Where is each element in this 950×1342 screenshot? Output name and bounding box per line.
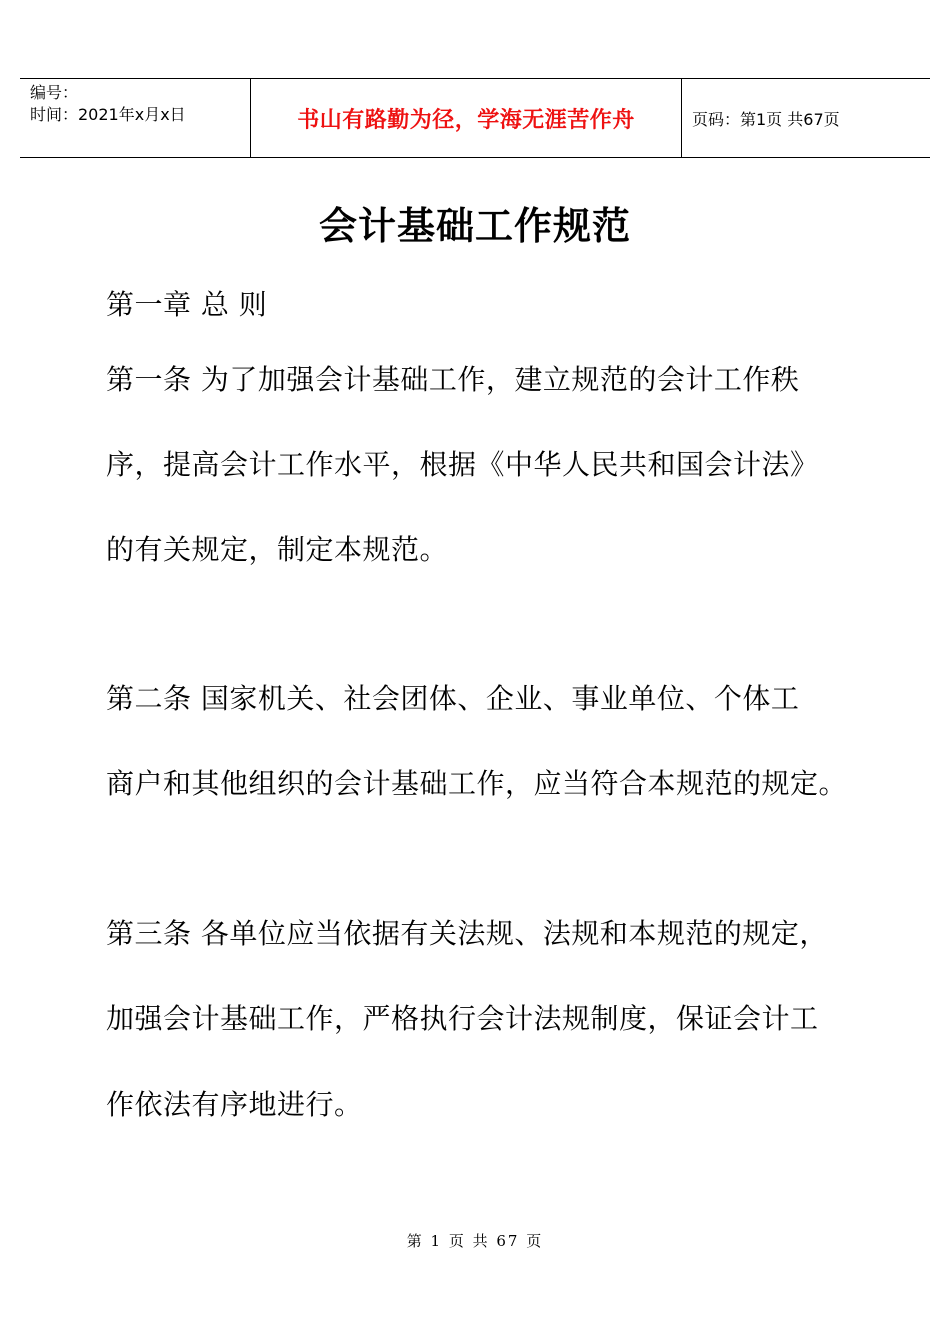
paragraph-line: 商户和其他组织的会计基础工作，应当符合本规范的规定。 bbox=[106, 767, 848, 800]
paragraph-line: 第一条 为了加强会计基础工作，建立规范的会计工作秩 bbox=[106, 363, 800, 396]
paragraph-line: 第二条 国家机关、社会团体、企业、事业单位、个体工 bbox=[106, 682, 800, 715]
paragraph-line: 加强会计基础工作，严格执行会计法规制度，保证会计工 bbox=[106, 1002, 819, 1035]
document-header bbox=[20, 78, 930, 158]
header-motto-cell bbox=[251, 79, 682, 157]
chapter-heading: 第一章 总 则 bbox=[106, 288, 268, 321]
header-page-cell bbox=[682, 79, 930, 157]
header-motto: 书山有路勤为径，学海无涯苦作舟 bbox=[297, 107, 635, 133]
paragraph-line: 的有关规定，制定本规范。 bbox=[106, 533, 449, 566]
paragraph-line: 第三条 各单位应当依据有关法规、法规和本规范的规定， bbox=[106, 917, 828, 950]
document-number-label: 编号： bbox=[30, 83, 79, 102]
document-time-label: 时间：2021年x月x日 bbox=[30, 105, 186, 124]
page-footer: 第 1 页 共 67 页 bbox=[406, 1232, 544, 1250]
paragraph-line: 作依法有序地进行。 bbox=[106, 1088, 363, 1121]
document-title: 会计基础工作规范 bbox=[318, 204, 631, 248]
header-meta-cell bbox=[20, 79, 251, 157]
paragraph-line: 序，提高会计工作水平，根据《中华人民共和国会计法》 bbox=[106, 448, 819, 481]
header-page-info: 页码：第1页 共67页 bbox=[692, 109, 840, 129]
